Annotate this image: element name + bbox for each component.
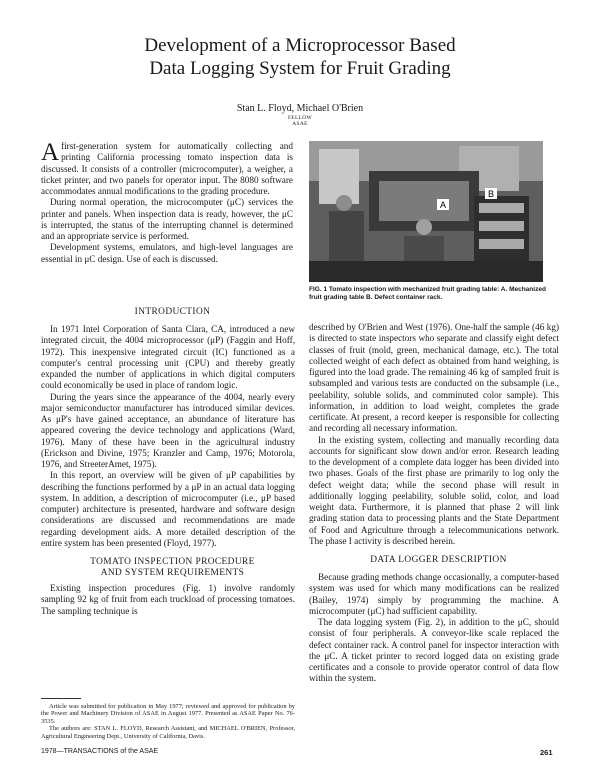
tomato-heading-line-2: AND SYSTEM REQUIREMENTS	[100, 568, 245, 578]
right-paragraph-4: The data logging system (Fig. 2), in addition to the μC, should consist of four peripherals. A conveyor-like scale replaced the defect container rack. A control panel for inspector interaction with the μC. A ticket printer to record logged data on existing grade certificates and a console to provide operator control of data flow within the system.	[309, 617, 559, 684]
tomato-heading-line-1: TOMATO INSPECTION PROCEDURE	[90, 557, 255, 567]
right-paragraph-2: In the existing system, collecting and manually recording data accounts for significant slow down and/or error. Research leading to the development of a complete data logger has been divided into two phases. Goals of the first phase are primarily to log only the defect weight data; while the second phase will result in additionally logging peelability, soluble solid, color, and load weight data. Furthermore, it is planned that phase 2 will link grading station data to processing plants and the State Department of Food and Agriculture through a telecommunications network. The phase I activity is described herein.	[309, 434, 559, 546]
footnote	[41, 703, 295, 740]
title-line-1: Development of a Microprocessor Based	[144, 35, 456, 56]
figure-1-image	[309, 141, 543, 282]
tomato-paragraph-1: Existing inspection procedures (Fig. 1) involve randomly sampling 92 kg of fruit from each truckload of processing tomatoes. The sampling technique is	[41, 583, 295, 616]
right-paragraph-1: described by O'Brien and West (1976). One-half the sample (46 kg) is directed to state inspectors who separate and classify eight defect classes of fruit (mold, green, mechanical damage, etc.). The total collected weight of each defect as obtained from hand weighing, is figured into the load grade. The remaining 46 kg of sampled fruit is subsampled and various tests are conducted on the subsample (i.e., peelability, soluble solids, and comminuted color sample). This information, in addition to load weight, completes the grade certificate. At present, a record keeper is responsible for collecting and recording all necessary information.	[309, 322, 559, 434]
title-line-2: Data Logging System for Fruit Grading	[149, 58, 451, 79]
abstract-paragraph-1: Afirst-generation system for automatically collecting and printing California processing tomato inspection data is discussed. It consists of a controller (microcomputer), a weigher, a ticket printer, and two panels for operator input. The 8080 software accommodates annual modifications to the grading procedure.	[41, 139, 293, 196]
intro-paragraph-2: During the years since the appearance of the 4004, nearly every major semiconductor manufacturer has introduced similar devices. As μP's have gained acceptance, an abundance of literature has appeared covering the device technology and applications (Ward, 1976). Many of these have been in the agricultural industry (Erickson and Divine, 1975; Kranzler and Camp, 1976; Motorola, 1976, and StreeterAmet, 1975).	[41, 391, 295, 469]
abstract-paragraph-3: Development systems, emulators, and high-level languages are essential in μC design. Use of each is discussed.	[41, 242, 293, 264]
abstract-paragraph-2: During normal operation, the microcomputer (μC) services the printer and panels. When inspection data is ready, however, the μC is interrupted, the status of the interrupting channel is determined and an appropriate service is performed.	[41, 197, 293, 241]
figure-label-a: A	[440, 200, 447, 210]
drop-cap: A	[41, 139, 60, 166]
figure-1-photo	[309, 141, 543, 282]
affiliation-fellow: FELLOW	[287, 115, 313, 121]
footnote-rule	[41, 698, 81, 699]
data-logger-heading: DATA LOGGER DESCRIPTION	[370, 555, 507, 565]
page-number: 261	[540, 748, 553, 757]
figure-1-caption: FIG. 1 Tomato inspection with mechanized fruit grading table: A. Mechanized fruit grading table B. Defect container rack.	[309, 286, 546, 301]
footnote-authors: The authors are: STAN L. FLOYD, Research Assistant, and MICHAEL O'BRIEN, Professor, Agricultural Engineering Dept., University of California, Davis.	[41, 725, 295, 740]
footnote-submission: Article was submitted for publication in May 1977; reviewed and approved for publication by the Power and Machinery Division of ASAE in August 1977. Presented as ASAE Paper No. 76-3535.	[41, 703, 295, 725]
journal-footer: 1978—TRANSACTIONS of the ASAE	[41, 748, 159, 755]
affiliation	[0, 115, 600, 127]
right-paragraph-3: Because grading methods change occasionally, a computer-based system was used for which many modifications can be realized (Bailey, 1974) simply by programming the machine. A microcomputer (μC) had sufficient capability.	[309, 572, 559, 616]
left-column	[41, 307, 295, 617]
intro-paragraph-3: In this report, an overview will be given of μP capabilities by describing the functions performed by a μP in an actual data logging system. In addition, a description of microcomputer (i.e., μP based computer) architecture is presented, hardware and software design considerations are discussed and recommendations are made regarding development aids. A more detailed description of the entire system has been presented (Floyd, 1977).	[41, 470, 295, 548]
paper-title	[0, 34, 600, 80]
abstract	[41, 141, 293, 265]
right-column	[309, 322, 559, 685]
intro-paragraph-1: In 1971 Intel Corporation of Santa Clara, CA, introduced a new integrated circuit, the 4004 microprocessor (μP) (Faggin and Hoff, 1972). This inexpensive integrated circuit (IC) functioned as a computer's central processing unit (CPU) and thereby greatly expanded the number of applications in which digital computers could economically be used in place of random logic.	[41, 324, 295, 391]
affiliation-asae: ASAE	[292, 121, 308, 127]
figure-label-b: B	[488, 189, 495, 199]
introduction-heading: INTRODUCTION	[134, 307, 211, 317]
authors: Stan L. Floyd, Michael O'Brien	[236, 103, 364, 114]
